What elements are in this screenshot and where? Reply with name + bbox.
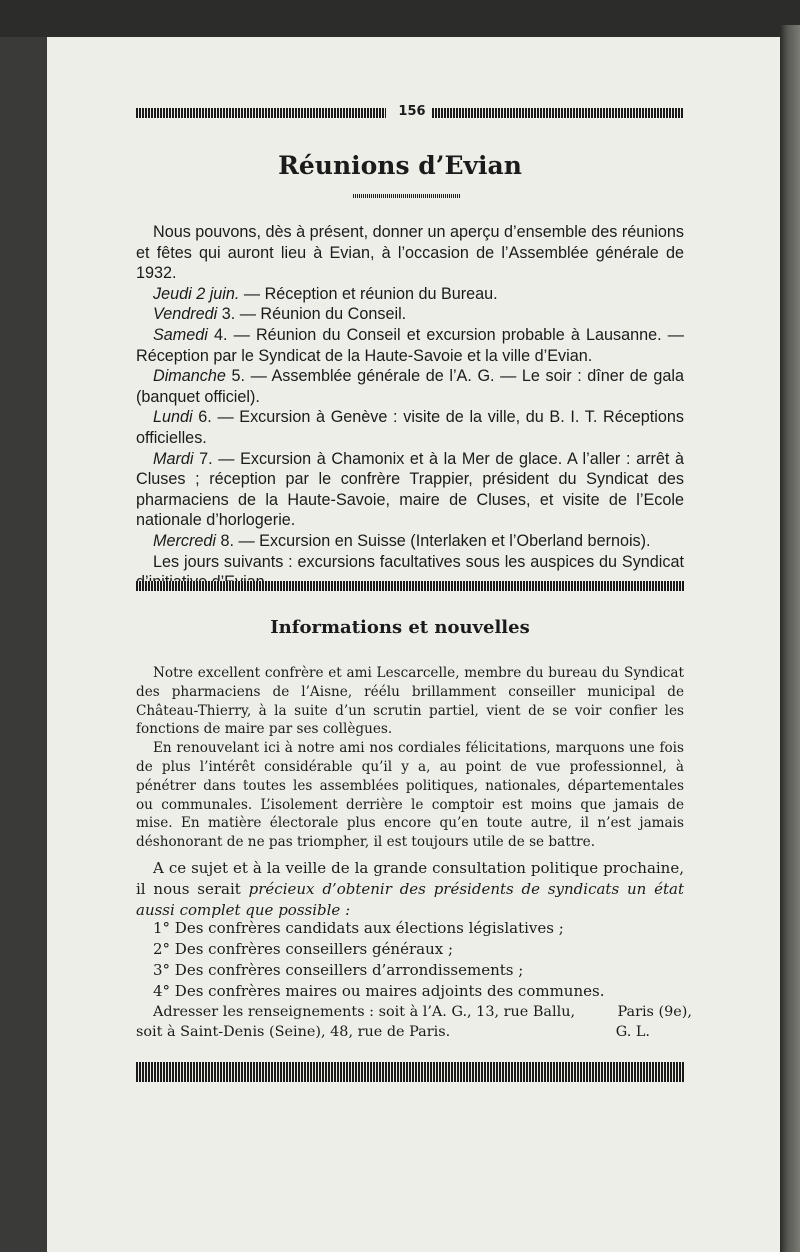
- day-entry: [136, 449, 684, 531]
- header-rule-right: [432, 108, 684, 118]
- article-evian-body: [136, 222, 684, 593]
- footer-rule: [136, 1062, 684, 1082]
- list-item: 1° Des confrères candidats aux élections législatives ;: [153, 919, 564, 937]
- day-text: — Réception et réunion du Bureau.: [239, 284, 498, 303]
- day-text: 3. — Réunion du Conseil.: [217, 305, 407, 324]
- day-label: Lundi: [153, 408, 193, 427]
- article-title-evian: Réunions d’Evian: [278, 151, 522, 180]
- page-edge: [780, 25, 800, 1252]
- day-entry: [136, 325, 684, 366]
- list-item: 3° Des confrères conseillers d’arrondissements ;: [153, 961, 524, 979]
- day-entry: [136, 284, 684, 305]
- request-paragraph-block: [136, 858, 684, 921]
- paragraph-felicitations: En renouvelant ici à notre ami nos cordiales félicitations, marquons une fois de plus l’intérêt considérable qu’il y a, au point de vue professionnel, à pénétrer dans toutes les assemblées politiques, nationales, départementales ou communales. L’isolement derrière le comptoir est moins que jamais de mise. En matière électorale plus encore qu’en toute autre, il n’est jamais déshonorant de ne pas triompher, il est toujours utile de se battre.: [136, 740, 684, 851]
- address-line-1: Adresser les renseignements : soit à l’A. G., 13, rue Ballu,: [153, 1004, 576, 1020]
- day-text: 8. — Excursion en Suisse (Interlaken et l’Oberland bernois).: [215, 531, 651, 550]
- day-label: Vendredi: [153, 305, 218, 324]
- list-item: 2° Des confrères conseillers généraux ;: [153, 940, 454, 958]
- day-label: Dimanche: [153, 367, 226, 386]
- day-entry: [136, 407, 684, 448]
- day-entry: [136, 366, 684, 407]
- paragraph-lescarcelle: Notre excellent confrère et ami Lescarcelle, membre du bureau du Syndicat des pharmaciens de l’Aisne, réélu brillamment conseiller municipal de Château-Thierry, à la suite d’un scrutin partiel, vient de se voir confier les fonctions de maire par ses collègues.: [136, 665, 684, 738]
- intro-paragraph: Nous pouvons, dès à présent, donner un aperçu d’ensemble des réunions et fêtes qui auront lieu à Evian, à l’occasion de l’Assemblée générale de 1932.: [136, 223, 684, 283]
- signature: G. L.: [615, 1024, 650, 1040]
- day-text: 7. — Excursion à Chamonix et à la Mer de glace. A l’aller : arrêt à Cluses ; réception par le confrère Trappier, président du Syndicat des pharmaciens de la Haute-Savoie, maire de Cluses, et visite de l’Ecole nationale d’horlogerie.: [136, 449, 684, 530]
- day-text: 6. — Excursion à Genève : visite de la ville, du B. I. T. Réceptions officielles.: [136, 408, 684, 447]
- page-number: 156: [398, 104, 426, 119]
- day-text: 5. — Assemblée générale de l’A. G. — Le soir : dîner de gala (banquet officiel).: [136, 367, 684, 406]
- list-item: 4° Des confrères maires ou maires adjoints des communes.: [153, 982, 605, 1000]
- title-underline: [353, 194, 461, 198]
- header-rule-left: [136, 108, 386, 118]
- request-paragraph: [136, 858, 684, 921]
- day-label: Jeudi 2 juin.: [153, 284, 240, 303]
- address-block: [136, 1002, 692, 1042]
- day-entry: [136, 304, 684, 325]
- section-divider: [136, 581, 684, 591]
- closing-paragraph: Les jours suivants : excursions facultatives sous les auspices du Syndicat: [153, 552, 684, 571]
- day-label: Samedi: [153, 325, 208, 344]
- article-informations-body: [136, 664, 684, 852]
- scan-border-top: [0, 0, 800, 37]
- request-text: A ce sujet et à la veille de la grande consultation politique prochaine, il nous serait: [136, 859, 684, 898]
- day-label: Mardi: [153, 449, 194, 468]
- address-city: Paris (9e),: [617, 1004, 692, 1020]
- day-text: 4. — Réunion du Conseil et excursion probable à Lausanne. — Réception par le Syndicat de la Haute-Savoie et la ville d’Evian.: [136, 325, 684, 365]
- day-label: Mercredi: [153, 531, 216, 550]
- request-italic-text: précieux d’obtenir des présidents de syndicats un état aussi complet que possible :: [136, 880, 685, 919]
- day-entry: [136, 531, 684, 552]
- address-line-2: soit à Saint-Denis (Seine), 48, rue de Paris.: [136, 1024, 451, 1040]
- article-title-informations: Informations et nouvelles: [270, 617, 530, 638]
